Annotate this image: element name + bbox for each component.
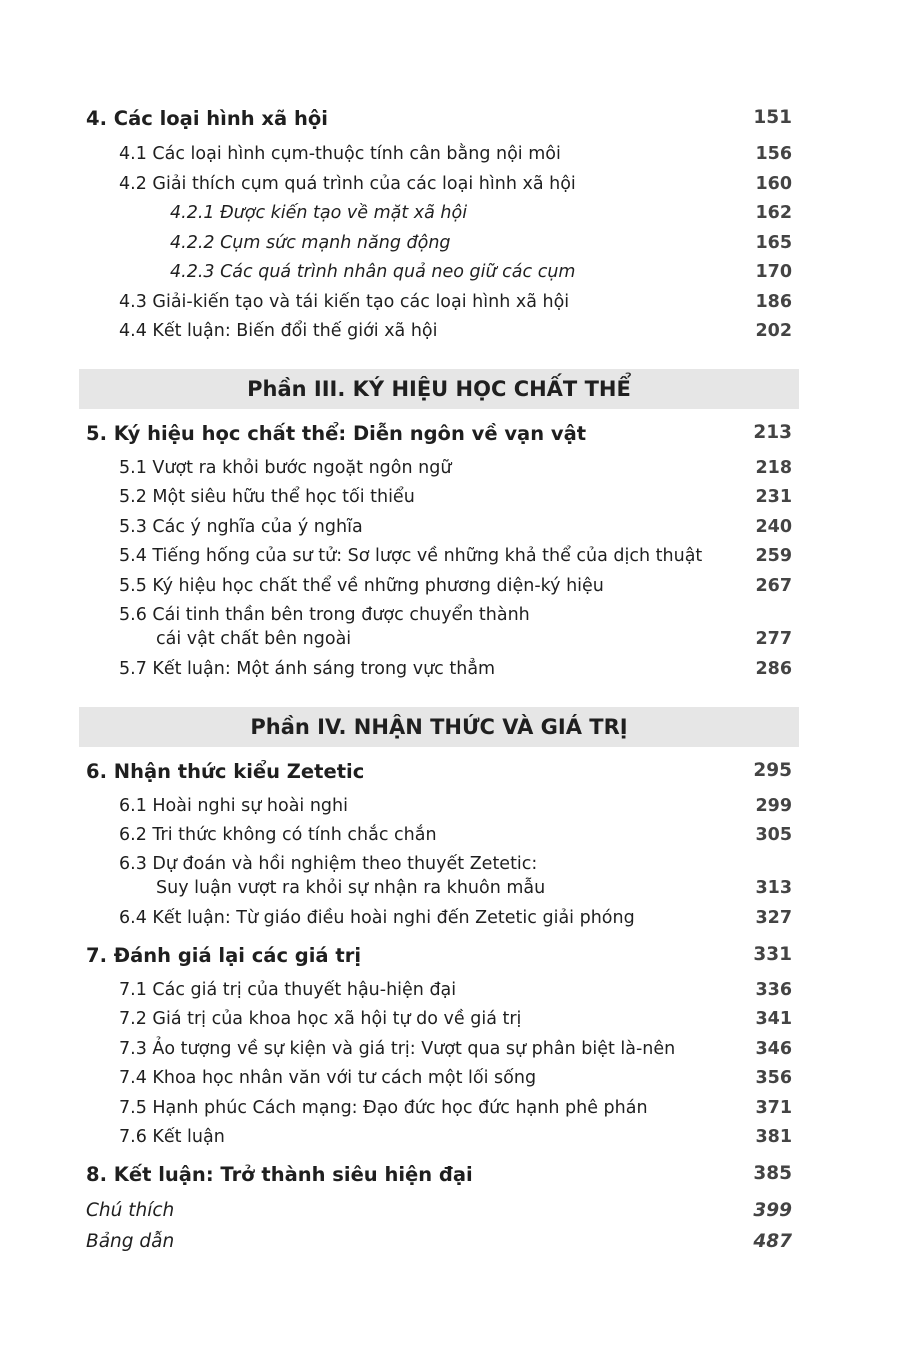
chapter-title: 7. Đánh giá lại các giá trị (86, 944, 361, 967)
entry-title: 4.4 Kết luận: Biến đổi thế giới xã hội (119, 321, 438, 341)
entry-title: 7.4 Khoa học nhân văn với tư cách một lối sống (119, 1068, 537, 1088)
page-number: 156 (755, 144, 792, 164)
page-number: 295 (753, 760, 792, 781)
entry-title: 4.2.2 Cụm sức mạnh năng động (170, 233, 451, 253)
page-number: 341 (755, 1009, 792, 1029)
page-number: 487 (753, 1231, 792, 1252)
chapter-title: 5. Ký hiệu học chất thể: Diễn ngôn về vạn vật (86, 422, 587, 445)
page-number: 213 (753, 422, 792, 443)
entry-title: 5.4 Tiếng hống của sư tử: Sơ lược về những khả thể của dịch thuật (119, 546, 703, 566)
part-header-iv: Phần IV. NHẬN THỨC VÀ GIÁ TRỊ (79, 707, 799, 747)
page-number: 202 (755, 321, 792, 341)
entry-title: 7.3 Ảo tượng về sự kiện và giá trị: Vượt qua sự phân biệt là-nên (119, 1039, 676, 1059)
page-number: 160 (755, 174, 792, 194)
entry-title-continued: cái vật chất bên ngoài (156, 629, 352, 649)
entry-title: 7.1 Các giá trị của thuyết hậu-hiện đại (119, 980, 457, 1000)
page-number: 346 (755, 1039, 792, 1059)
entry-title: 6.4 Kết luận: Từ giáo điều hoài nghi đến Zetetic giải phóng (119, 908, 635, 928)
entry-title: 5.2 Một siêu hữu thể học tối thiểu (119, 487, 415, 507)
entry-title: 5.5 Ký hiệu học chất thể về những phương diện-ký hiệu (119, 576, 604, 596)
page-number: 381 (755, 1127, 792, 1147)
chapter-title: 6. Nhận thức kiểu Zetetic (86, 760, 365, 783)
page-number: 165 (755, 233, 792, 253)
entry-title: 6.3 Dự đoán và hồi nghiệm theo thuyết Zetetic: (119, 854, 538, 874)
entry-title: Chú thích (86, 1200, 175, 1221)
page-number: 170 (755, 262, 792, 282)
part-header-iii: Phần III. KÝ HIỆU HỌC CHẤT THỂ (79, 369, 799, 409)
entry-title: Bảng dẫn (86, 1231, 175, 1252)
entry-title: 4.1 Các loại hình cụm-thuộc tính cân bằng nội môi (119, 144, 561, 164)
page-number: 240 (755, 517, 792, 537)
entry-title: 5.7 Kết luận: Một ánh sáng trong vực thẳm (119, 659, 496, 679)
page-number: 327 (755, 908, 792, 928)
page-number: 331 (753, 944, 792, 965)
page-number: 371 (755, 1098, 792, 1118)
page-number: 277 (755, 629, 792, 649)
page-number: 299 (755, 796, 792, 816)
page-number: 336 (755, 980, 792, 1000)
page-number: 267 (755, 576, 792, 596)
entry-title: 5.6 Cái tinh thần bên trong được chuyển thành (119, 605, 530, 625)
page-number: 399 (753, 1200, 792, 1221)
entry-title: 7.5 Hạnh phúc Cách mạng: Đạo đức học đức hạnh phê phán (119, 1098, 648, 1118)
chapter-title: 8. Kết luận: Trở thành siêu hiện đại (86, 1163, 473, 1186)
entry-title: 4.2 Giải thích cụm quá trình của các loại hình xã hội (119, 174, 576, 194)
page-number: 385 (753, 1163, 792, 1184)
entry-title: 7.2 Giá trị của khoa học xã hội tự do về giá trị (119, 1009, 522, 1029)
page-number: 313 (755, 878, 792, 898)
entry-title: 5.1 Vượt ra khỏi bước ngoặt ngôn ngữ (119, 458, 452, 478)
entry-title: 7.6 Kết luận (119, 1127, 225, 1147)
entry-title: 5.3 Các ý nghĩa của ý nghĩa (119, 517, 363, 537)
page-number: 162 (755, 203, 792, 223)
entry-title: 4.3 Giải-kiến tạo và tái kiến tạo các loại hình xã hội (119, 292, 570, 312)
chapter-title: 4. Các loại hình xã hội (86, 107, 328, 130)
entry-title: 6.2 Tri thức không có tính chắc chắn (119, 825, 437, 845)
page-number: 286 (755, 659, 792, 679)
page-number: 186 (755, 292, 792, 312)
page-number: 259 (755, 546, 792, 566)
entry-title-continued: Suy luận vượt ra khỏi sự nhận ra khuôn mẫu (156, 878, 546, 898)
page-number: 305 (755, 825, 792, 845)
page-number: 231 (755, 487, 792, 507)
page-number: 356 (755, 1068, 792, 1088)
entry-title: 4.2.3 Các quá trình nhân quả neo giữ các cụm (170, 262, 576, 282)
entry-title: 6.1 Hoài nghi sự hoài nghi (119, 796, 348, 816)
entry-title: 4.2.1 Được kiến tạo về mặt xã hội (170, 203, 468, 223)
page-number: 151 (753, 107, 792, 128)
page-number: 218 (755, 458, 792, 478)
